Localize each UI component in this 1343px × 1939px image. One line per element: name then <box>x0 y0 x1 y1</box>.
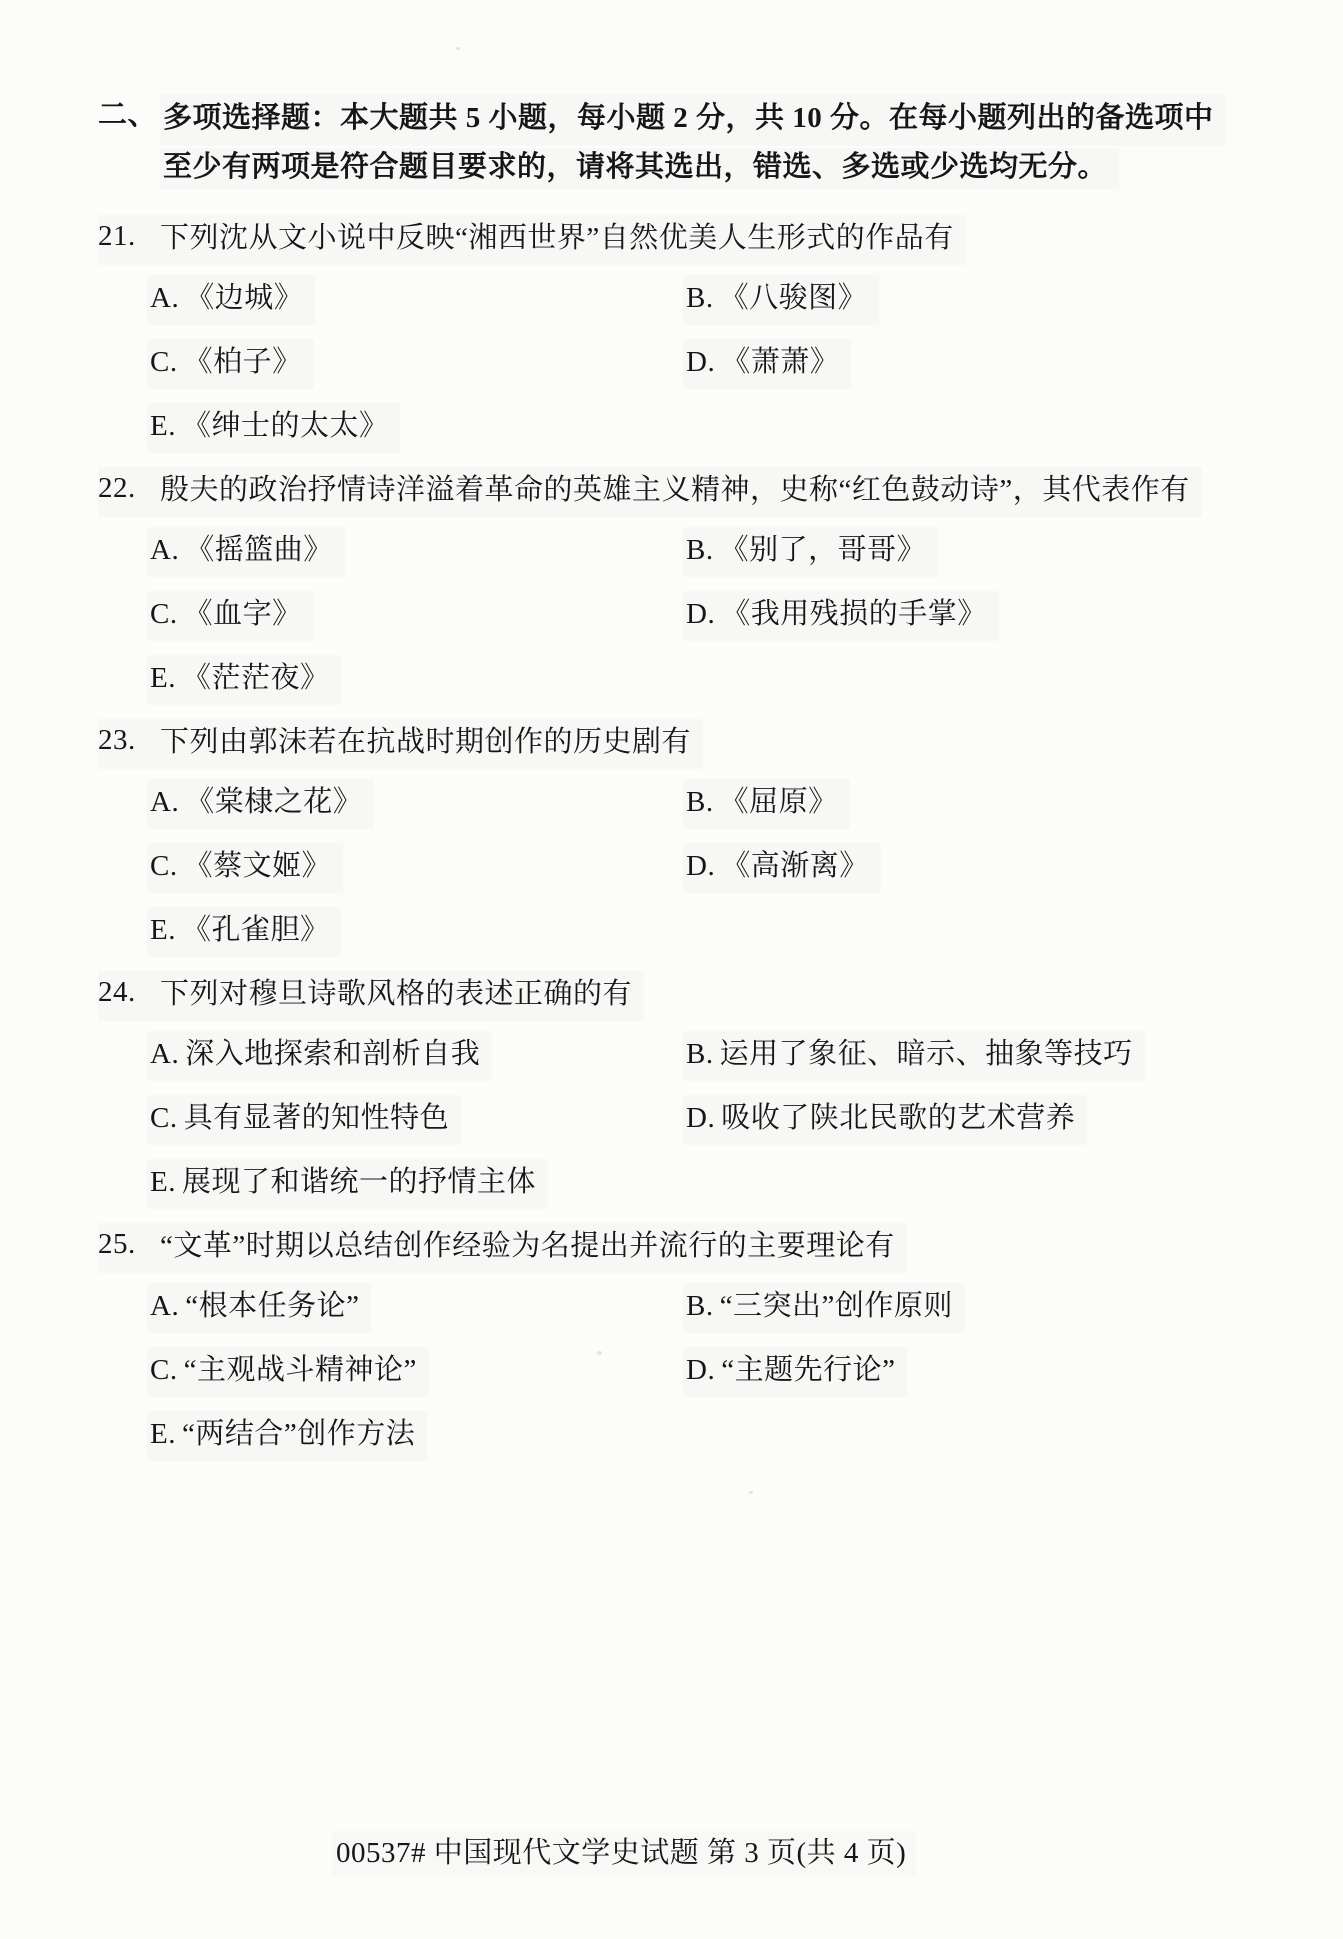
question-stem-row <box>98 971 1288 1021</box>
page-content <box>98 94 1288 1475</box>
question-number: 25. <box>98 1223 160 1273</box>
question-number: 23. <box>98 719 160 769</box>
option-text: 展现了和谐统一的抒情主体 <box>176 1159 548 1209</box>
option-row <box>98 275 1288 325</box>
option-label: E. <box>147 1159 176 1209</box>
option-label: C. <box>147 1095 178 1145</box>
option-label: A. <box>147 527 179 577</box>
option <box>147 1159 683 1209</box>
option-text: “主观战斗精神论” <box>178 1347 429 1397</box>
question-stem: 下列沈从文小说中反映“湘西世界”自然优美人生形式的作品有 <box>160 215 966 265</box>
option <box>683 1347 1288 1397</box>
option-label: A. <box>147 1031 179 1081</box>
option-text: “两结合”创作方法 <box>176 1411 427 1461</box>
section-instructions-line1: 多项选择题：本大题共 5 小题，每小题 2 分，共 10 分。在每小题列出的备选项中 <box>160 94 1226 146</box>
section-instructions-row2 <box>98 146 1288 189</box>
option-text: 运用了象征、暗示、抽象等技巧 <box>714 1031 1145 1081</box>
option-label: A. <box>147 275 179 325</box>
option-text: 《别了，哥哥》 <box>714 527 939 577</box>
option-text: “根本任务论” <box>179 1283 371 1333</box>
option-label: C. <box>147 843 178 893</box>
question-stem-row <box>98 215 1288 265</box>
option-row <box>98 1411 1288 1461</box>
section-number-label: 二、 <box>98 99 158 131</box>
option <box>683 1031 1288 1081</box>
question-stem-row <box>98 719 1288 769</box>
option-text: 《萧萧》 <box>715 339 851 389</box>
question-stem-row <box>98 1223 1288 1273</box>
section-header <box>98 94 1288 189</box>
option-label: E. <box>147 655 176 705</box>
option-label: E. <box>147 1411 176 1461</box>
option-row <box>98 1095 1288 1145</box>
option-label: B. <box>683 275 714 325</box>
question-stem: 下列对穆旦诗歌风格的表述正确的有 <box>160 971 644 1021</box>
question <box>98 215 1288 453</box>
option <box>147 1411 683 1461</box>
option-label: E. <box>147 907 176 957</box>
question-stem: 下列由郭沫若在抗战时期创作的历史剧有 <box>160 719 703 769</box>
question-list <box>98 215 1288 1461</box>
option-row <box>98 1283 1288 1333</box>
option-row <box>98 779 1288 829</box>
option-text: 《绅士的太太》 <box>176 403 401 453</box>
option-text: 深入地探索和剖析自我 <box>179 1031 492 1081</box>
option-text: “主题先行论” <box>715 1347 907 1397</box>
scan-speck <box>749 1491 753 1494</box>
option-text: 吸收了陕北民歌的艺术营养 <box>715 1095 1087 1145</box>
option-label: D. <box>683 339 715 389</box>
option-text: 《我用残损的手掌》 <box>715 591 999 641</box>
option-row <box>98 339 1288 389</box>
option-row <box>98 403 1288 453</box>
option-row <box>98 1159 1288 1209</box>
option <box>147 591 683 641</box>
option <box>683 1095 1288 1145</box>
option-label: D. <box>683 591 715 641</box>
option-label: C. <box>147 339 178 389</box>
question-stem: 殷夫的政治抒情诗洋溢着革命的英雄主义精神，史称“红色鼓动诗”，其代表作有 <box>160 467 1202 517</box>
option-label: A. <box>147 779 179 829</box>
option-text: “三突出”创作原则 <box>714 1283 965 1333</box>
option-label: A. <box>147 1283 179 1333</box>
scan-speck <box>597 1351 602 1355</box>
option-label: E. <box>147 403 176 453</box>
question <box>98 467 1288 705</box>
option-label: B. <box>683 1031 714 1081</box>
option <box>683 591 1288 641</box>
option-text: 《柏子》 <box>178 339 314 389</box>
option-label: B. <box>683 1283 714 1333</box>
question <box>98 719 1288 957</box>
question-stem: “文革”时期以总结创作经验为名提出并流行的主要理论有 <box>160 1223 907 1273</box>
scan-speck <box>456 47 460 50</box>
option-row <box>98 907 1288 957</box>
option-text: 《屈原》 <box>714 779 850 829</box>
option-label: D. <box>683 1095 715 1145</box>
option-text: 《边城》 <box>179 275 315 325</box>
option <box>147 1347 683 1397</box>
option <box>683 275 1288 325</box>
option-text: 《茫茫夜》 <box>176 655 342 705</box>
option <box>147 527 683 577</box>
question-number: 24. <box>98 971 160 1021</box>
question-number: 22. <box>98 467 160 517</box>
option-text: 具有显著的知性特色 <box>178 1095 462 1145</box>
question-number: 21. <box>98 215 160 265</box>
option-text: 《血字》 <box>178 591 314 641</box>
option <box>147 655 683 705</box>
option <box>147 1283 683 1333</box>
page-footer: 00537# 中国现代文学史试题 第 3 页(共 4 页) <box>332 1831 916 1877</box>
option-text: 《孔雀胆》 <box>176 907 342 957</box>
option-row <box>98 1031 1288 1081</box>
option <box>683 1283 1288 1333</box>
option-label: D. <box>683 1347 715 1397</box>
option-label: C. <box>147 591 178 641</box>
option <box>147 779 683 829</box>
question <box>98 971 1288 1209</box>
option <box>683 843 1288 893</box>
option <box>683 339 1288 389</box>
option-text: 《高渐离》 <box>715 843 881 893</box>
option-text: 《摇篮曲》 <box>179 527 345 577</box>
option <box>147 339 683 389</box>
option-row <box>98 843 1288 893</box>
option-text: 《蔡文姬》 <box>178 843 344 893</box>
option-text: 《八骏图》 <box>714 275 880 325</box>
option <box>147 275 683 325</box>
option <box>147 403 683 453</box>
question-stem-row <box>98 467 1288 517</box>
option <box>147 1031 683 1081</box>
option-label: B. <box>683 527 714 577</box>
option-row <box>98 591 1288 641</box>
option-label: D. <box>683 843 715 893</box>
option <box>683 527 1288 577</box>
section-instructions-row1 <box>98 94 1288 146</box>
option <box>683 779 1288 829</box>
option-label: B. <box>683 779 714 829</box>
option-label: C. <box>147 1347 178 1397</box>
option-text: 《棠棣之花》 <box>179 779 374 829</box>
section-instructions-line2: 至少有两项是符合题目要求的，请将其选出，错选、多选或少选均无分。 <box>160 148 1119 189</box>
option <box>147 1095 683 1145</box>
option <box>147 907 683 957</box>
option-row <box>98 527 1288 577</box>
option-row <box>98 1347 1288 1397</box>
option-row <box>98 655 1288 705</box>
question <box>98 1223 1288 1461</box>
option <box>147 843 683 893</box>
